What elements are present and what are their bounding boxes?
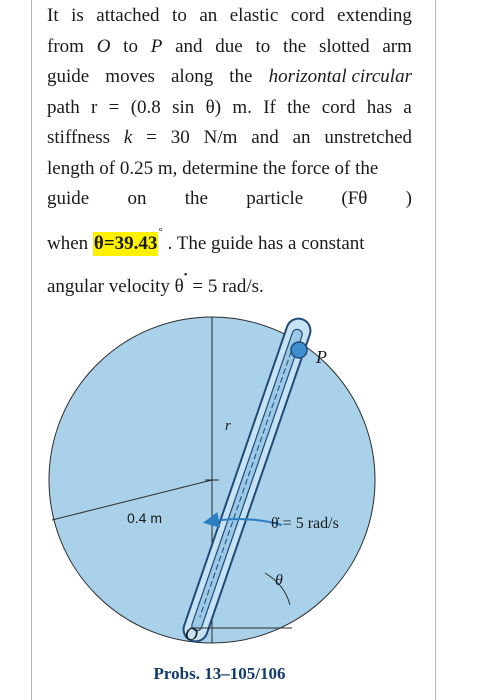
symbol-k: k (123, 127, 133, 148)
word: an (292, 127, 311, 148)
figure-caption: Probs. 13–105/106 (153, 664, 286, 683)
particle-P (291, 342, 307, 358)
word: an (199, 5, 218, 26)
word: the (282, 36, 307, 57)
point-P: P (150, 36, 163, 57)
sentence-text: angular velocity θ (47, 276, 184, 297)
word: m. (232, 97, 252, 118)
word: It (47, 5, 59, 26)
sentence-text: length of 0.25 m, determine the force of the (47, 158, 379, 179)
word: elastic (229, 5, 279, 26)
sentence-text: when (47, 233, 93, 254)
word: path (47, 97, 80, 118)
label-P: P (316, 347, 327, 367)
word: guide (47, 188, 90, 209)
sentence-text: . The guide has a constant (162, 233, 365, 254)
word: slotted (318, 36, 370, 57)
problem-figure (47, 305, 412, 660)
word: ) (405, 188, 412, 209)
italic-phrase: horizontal circular (268, 66, 412, 87)
word: cord (321, 97, 356, 118)
word: on (127, 188, 147, 209)
problem-line-9 (47, 269, 412, 299)
word: N/m (203, 127, 238, 148)
word: from (47, 36, 84, 57)
word: unstretched (324, 127, 412, 148)
word: is (71, 5, 84, 26)
word: and (175, 36, 203, 57)
label-r: r (225, 418, 231, 434)
highlighted-angle: θ=39.43 (93, 233, 158, 254)
figure-svg (47, 305, 412, 660)
word: θ) (205, 97, 222, 118)
word: the (229, 66, 253, 87)
problem-line-8 (47, 226, 412, 256)
label-angular-velocity: θ̇ = 5 rad/s (271, 515, 339, 532)
word: due (215, 36, 243, 57)
word: extending (337, 5, 412, 26)
word: the (287, 97, 311, 118)
problem-line-1 (47, 4, 412, 28)
word: to (255, 36, 271, 57)
problem-line-6 (47, 157, 412, 181)
word: has (366, 97, 393, 118)
label-theta: θ (275, 572, 283, 589)
word: cord (290, 5, 325, 26)
problem-line-4 (47, 96, 412, 120)
problem-line-2 (47, 35, 412, 59)
word: to (123, 36, 138, 57)
point-O: O (96, 36, 111, 57)
word: = (108, 97, 120, 118)
word: 30 (170, 127, 190, 148)
label-O: O (185, 624, 198, 644)
problem-line-5 (47, 126, 412, 150)
word: moves (105, 66, 155, 87)
word: (0.8 (130, 97, 161, 118)
word: along (170, 66, 214, 87)
word: arm (382, 36, 412, 57)
word: = (146, 127, 157, 148)
word: (Fθ (341, 188, 368, 209)
word: a (403, 97, 412, 118)
word: to (172, 5, 187, 26)
word: and (251, 127, 279, 148)
word: guide (47, 66, 90, 87)
degree-sign: ° (158, 226, 163, 238)
problem-line-3 (47, 65, 412, 89)
label-radius: 0.4 m (127, 510, 163, 526)
word: stiffness (47, 127, 110, 148)
word: If (263, 97, 276, 118)
problem-line-7 (47, 187, 412, 211)
word: attached (96, 5, 160, 26)
dot-accent: • (183, 269, 188, 281)
word: sin (172, 97, 195, 118)
sentence-text: = 5 rad/s. (187, 276, 264, 297)
word: the (184, 188, 208, 209)
word: r (91, 97, 98, 118)
word: particle (246, 188, 304, 209)
